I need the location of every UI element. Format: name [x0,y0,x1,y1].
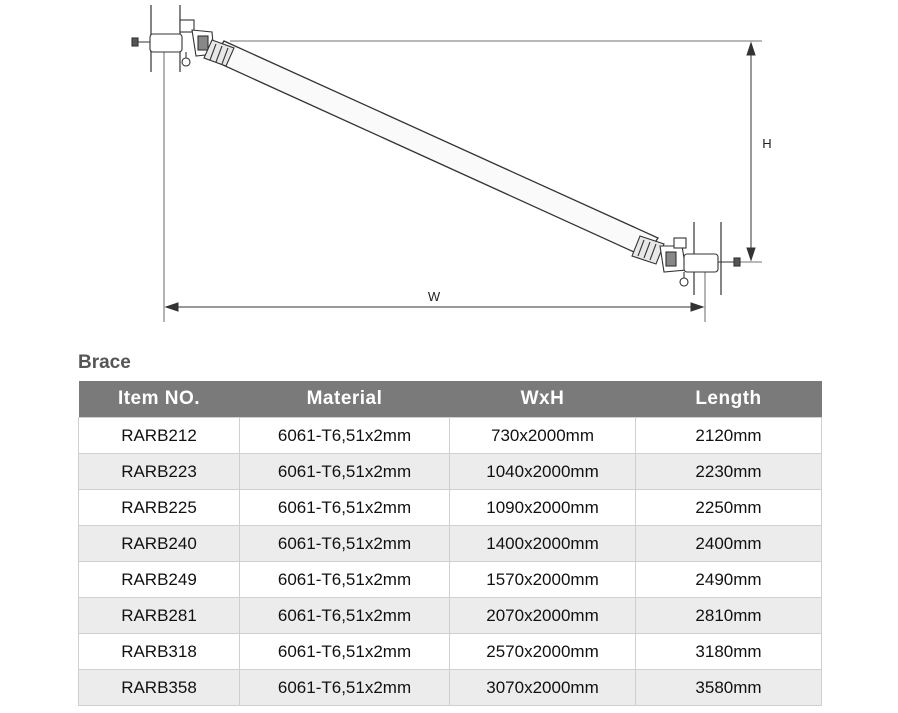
wxh-cell: 1040x2000mm [450,454,636,490]
table-row [79,418,822,454]
wxh-cell: 2070x2000mm [450,598,636,634]
right-coupler [632,236,740,286]
height-label: H [762,136,772,151]
reference-lines [164,40,762,322]
table-header-row [79,381,822,418]
length-cell: 3180mm [636,634,822,670]
item-no-cell: RARB240 [79,526,240,562]
item-no-cell: RARB225 [79,490,240,526]
width-dimension [166,303,703,311]
length-cell: 2120mm [636,418,822,454]
item-no-cell: RARB223 [79,454,240,490]
table-row [79,670,822,706]
length-cell: 2230mm [636,454,822,490]
table-row [79,598,822,634]
wxh-cell: 3070x2000mm [450,670,636,706]
material-cell: 6061-T6,51x2mm [240,526,450,562]
section-title: Brace [78,352,131,373]
material-cell: 6061-T6,51x2mm [240,634,450,670]
item-no-cell: RARB249 [79,562,240,598]
brace-tube [212,41,658,257]
length-cell: 2250mm [636,490,822,526]
material-cell: 6061-T6,51x2mm [240,418,450,454]
item-no-cell: RARB281 [79,598,240,634]
material-cell: 6061-T6,51x2mm [240,598,450,634]
header-material: Material [240,381,450,418]
brace-spec-table [78,381,822,706]
wxh-cell: 1400x2000mm [450,526,636,562]
header-item-no: Item NO. [79,381,240,418]
height-dimension [747,43,755,260]
item-no-cell: RARB318 [79,634,240,670]
length-cell: 2490mm [636,562,822,598]
header-wxh: WxH [450,381,636,418]
item-no-cell: RARB358 [79,670,240,706]
table-row [79,454,822,490]
wxh-cell: 1090x2000mm [450,490,636,526]
brace-drawing [0,0,898,340]
length-cell: 3580mm [636,670,822,706]
material-cell: 6061-T6,51x2mm [240,454,450,490]
left-coupler [132,20,234,66]
material-cell: 6061-T6,51x2mm [240,490,450,526]
width-label: W [427,289,441,304]
material-cell: 6061-T6,51x2mm [240,562,450,598]
wxh-cell: 730x2000mm [450,418,636,454]
length-cell: 2810mm [636,598,822,634]
material-cell: 6061-T6,51x2mm [240,670,450,706]
table-row [79,562,822,598]
table-row [79,634,822,670]
item-no-cell: RARB212 [79,418,240,454]
table-row [79,490,822,526]
header-length: Length [636,381,822,418]
table-row [79,526,822,562]
wxh-cell: 1570x2000mm [450,562,636,598]
wxh-cell: 2570x2000mm [450,634,636,670]
length-cell: 2400mm [636,526,822,562]
